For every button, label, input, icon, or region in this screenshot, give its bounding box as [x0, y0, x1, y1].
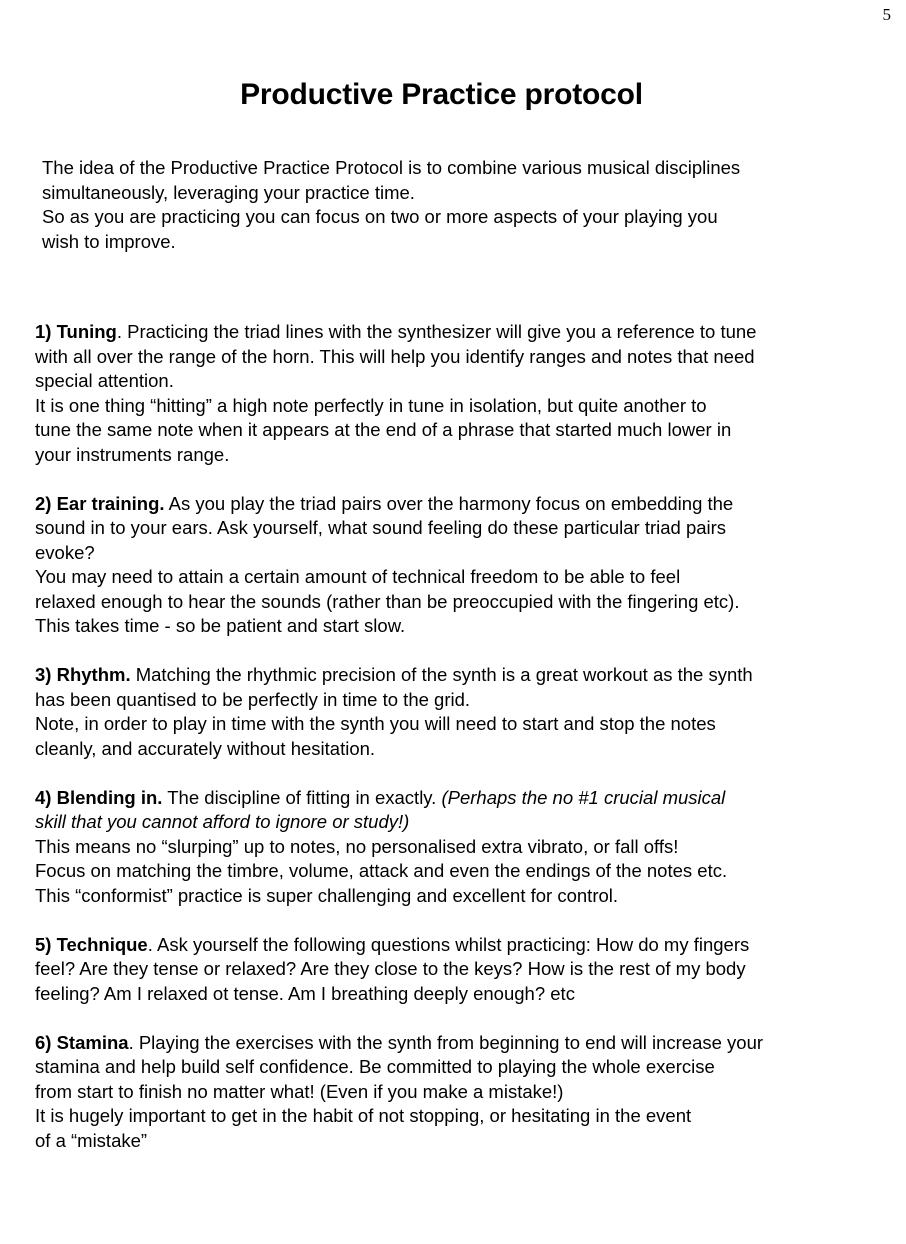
page-title: Productive Practice protocol: [240, 78, 643, 111]
section-stamina: [35, 1031, 865, 1154]
section-line: Note, in order to play in time with the synth you will need to start and stop the notes: [35, 713, 716, 734]
section-line: Focus on matching the timbre, volume, attack and even the endings of the notes etc.: [35, 860, 728, 881]
section-line: You may need to attain a certain amount of technical freedom to be able to feel: [35, 566, 681, 587]
section-line: has been quantised to be perfectly in time to the grid.: [35, 688, 471, 710]
section-first-line: [35, 1031, 865, 1056]
section-first-line: [35, 786, 865, 811]
section-line: your instruments range.: [35, 443, 230, 465]
section-line: relaxed enough to hear the sounds (rather than be preoccupied with the fingering etc).: [35, 590, 740, 612]
section-first-line: [35, 492, 865, 517]
section-line: with all over the range of the horn. This will help you identify ranges and notes that need: [35, 345, 755, 367]
intro-paragraph: [42, 156, 862, 254]
section-tuning: [35, 320, 865, 467]
section-blending-in: [35, 786, 865, 909]
section-italic-line: skill that you cannot afford to ignore or study!): [35, 811, 410, 832]
section-text: . Practicing the triad lines with the synthesizer will give you a reference to tune: [116, 321, 757, 342]
practice-sections: [35, 320, 865, 1178]
section-line: feeling? Am I relaxed ot tense. Am I breathing deeply enough? etc: [35, 982, 575, 1004]
section-heading: 3) Rhythm.: [35, 664, 131, 685]
section-line: tune the same note when it appears at the end of a phrase that started much lower in: [35, 419, 732, 440]
section-line: This “conformist” practice is super challenging and excellent for control.: [35, 884, 619, 906]
section-line: of a “mistake”: [35, 1129, 148, 1151]
section-heading: 6) Stamina: [35, 1031, 129, 1053]
section-heading: 4) Blending in.: [35, 786, 163, 808]
section-line: It is hugely important to get in the habit of not stopping, or hesitating in the event: [35, 1105, 692, 1126]
section-line: It is one thing “hitting” a high note perfectly in tune in isolation, but quite another to: [35, 394, 707, 416]
section-rhythm: [35, 663, 865, 761]
section-italic-text: (Perhaps the no #1 crucial musical: [441, 786, 726, 808]
section-heading: 2) Ear training.: [35, 492, 165, 514]
page-number: 5: [882, 5, 891, 24]
section-line: stamina and help build self confidence. Be committed to playing the whole exercise: [35, 1056, 715, 1077]
section-text: As you play the triad pairs over the harmony focus on embedding the: [164, 492, 734, 514]
section-line: sound in to your ears. Ask yourself, what sound feeling do these particular triad pairs: [35, 517, 727, 538]
section-text: The discipline of fitting in exactly.: [162, 786, 442, 808]
section-first-line: [35, 663, 865, 688]
section-text: . Ask yourself the following questions whilst practicing: How do my fingers: [147, 933, 750, 955]
section-first-line: [35, 933, 865, 958]
section-technique: [35, 933, 865, 1007]
section-line: special attention.: [35, 370, 174, 391]
section-line: This takes time - so be patient and start slow.: [35, 615, 406, 636]
section-line: This means no “slurping” up to notes, no personalised extra vibrato, or fall offs!: [35, 835, 679, 857]
section-line: feel? Are they tense or relaxed? Are they close to the keys? How is the rest of my body: [35, 958, 746, 979]
intro-line: wish to improve.: [42, 230, 176, 252]
intro-line: So as you are practicing you can focus on two or more aspects of your playing you: [42, 206, 718, 227]
section-ear-training: [35, 492, 865, 639]
section-line: from start to finish no matter what! (Even if you make a mistake!): [35, 1080, 564, 1102]
section-line: evoke?: [35, 541, 95, 563]
section-heading: 5) Technique: [35, 933, 148, 955]
section-text: Matching the rhythmic precision of the synth is a great workout as the synth: [130, 664, 753, 685]
section-text: . Playing the exercises with the synth from beginning to end will increase your: [128, 1031, 764, 1053]
section-line: cleanly, and accurately without hesitation.: [35, 737, 376, 759]
intro-line: The idea of the Productive Practice Protocol is to combine various musical disciplines: [42, 157, 741, 178]
section-first-line: [35, 320, 865, 345]
section-heading: 1) Tuning: [35, 321, 117, 342]
intro-line: simultaneously, leveraging your practice time.: [42, 181, 415, 203]
